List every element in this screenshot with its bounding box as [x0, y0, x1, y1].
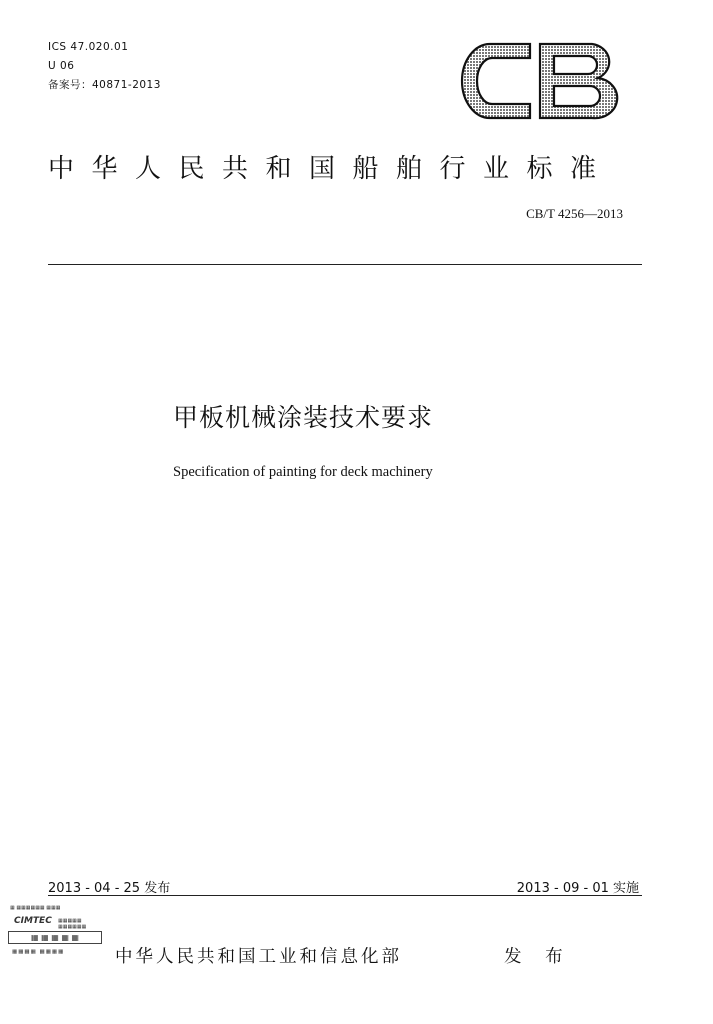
stamp-fine-print: ▦ ▦▦▦▦▦▦ ▦▦▦ [10, 905, 61, 911]
title-chinese: 甲板机械涂装技术要求 [173, 403, 434, 432]
stamp-brand: CIMTEC [14, 916, 52, 926]
standard-code: CB/T 4256—2013 [526, 206, 623, 221]
stamp-box: ▦ ▦ ▦ ▦ ▦ [8, 931, 102, 944]
stamp-small-text: ▦▦▦▦▦ ▦▦▦▦▦▦ [58, 918, 87, 930]
title-english: Specification of painting for deck machinery [173, 464, 433, 480]
stamp-footer-text: ▦▦▦▦ ▦▦▦▦ [12, 949, 65, 955]
ics-code: ICS 47.020.01 [48, 41, 129, 53]
issue-date: 2013 - 04 - 25 发布 [48, 881, 171, 896]
issuer-name: 中华人民共和国工业和信息化部 [115, 947, 402, 967]
implement-date: 2013 - 09 - 01 实施 [516, 881, 639, 896]
distributor-stamp [8, 905, 108, 965]
top-divider [48, 264, 642, 265]
cb-logo-icon [458, 40, 620, 122]
classification-code: U 06 [48, 60, 75, 72]
record-number: 备案号：40871-2013 [48, 79, 161, 91]
standard-type: 中华人民共和国船舶行业标准 [48, 154, 614, 184]
bottom-divider [48, 895, 642, 896]
issue-action: 发 布 [504, 947, 572, 967]
